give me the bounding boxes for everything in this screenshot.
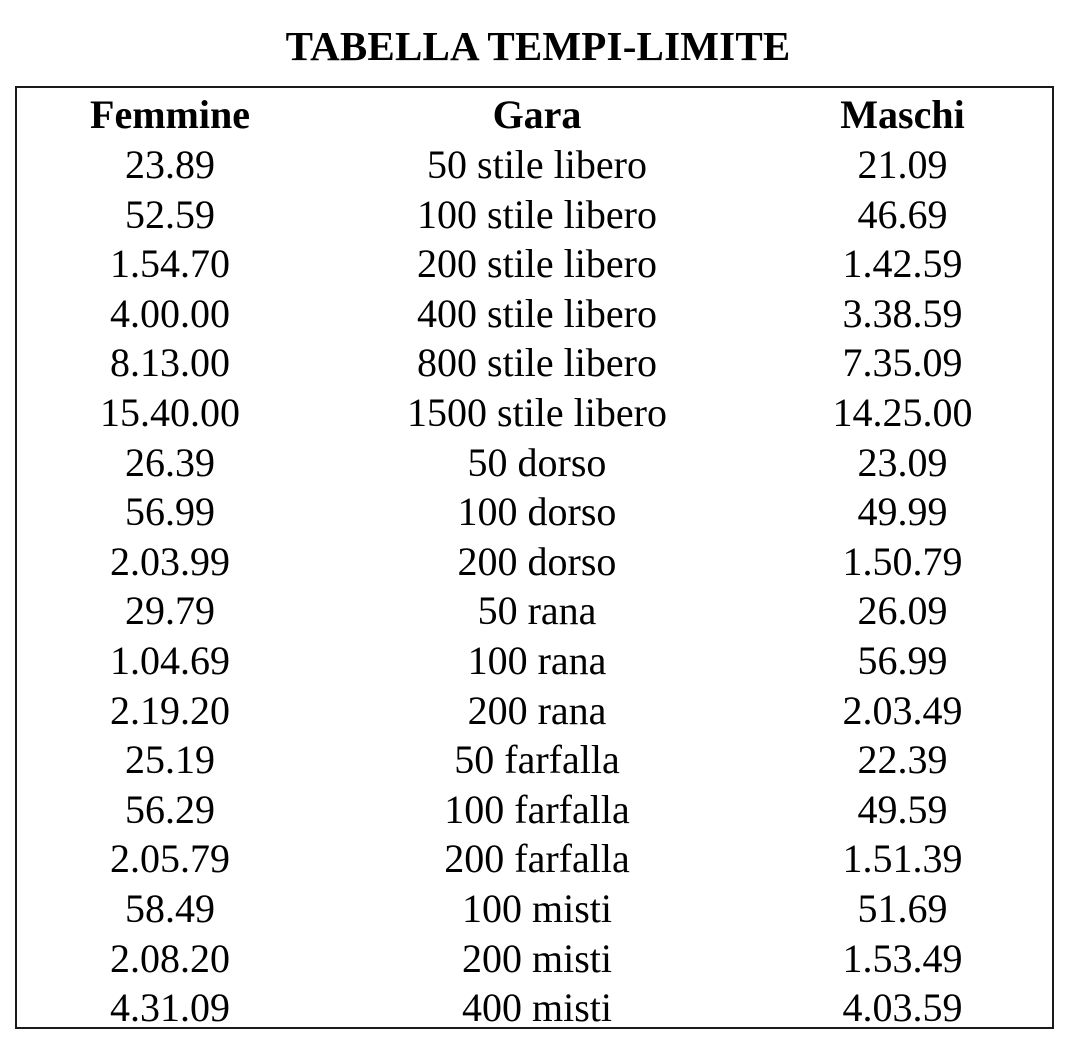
cell-gara: 400 stile libero: [417, 290, 657, 336]
cell-gara: 100 misti: [461, 886, 613, 931]
cell-maschi: 23.09: [857, 439, 948, 485]
cell-maschi: 49.59: [857, 786, 948, 832]
table-row: [17, 289, 1052, 339]
header-maschi: Maschi: [840, 92, 965, 137]
cell-maschi: 49.99: [857, 489, 948, 535]
cell-maschi: 1.50.79: [842, 538, 963, 584]
cell-femmine: 56.29: [125, 786, 215, 832]
cell-femmine: 8.13.00: [110, 340, 230, 386]
cell-maschi: 22.39: [857, 737, 948, 783]
cell-femmine: 4.00.00: [110, 290, 230, 336]
table-row: [17, 983, 1052, 1033]
table-header-row: [17, 90, 1052, 140]
table-row: [17, 586, 1052, 636]
cell-gara: 200 stile libero: [417, 241, 657, 287]
cell-maschi: 2.03.49: [842, 687, 963, 733]
cell-maschi: 21.09: [857, 142, 948, 187]
table-row: [17, 388, 1052, 438]
cell-gara: 50 rana: [477, 588, 597, 634]
cell-femmine: 58.49: [125, 886, 215, 931]
cell-gara: 100 dorso: [457, 489, 617, 535]
cell-maschi: 56.99: [857, 638, 948, 683]
cell-gara: 400 misti: [461, 985, 613, 1031]
cell-femmine: 25.19: [125, 737, 215, 783]
cell-maschi: 26.09: [857, 588, 948, 634]
table-row: [17, 735, 1052, 785]
cell-gara: 200 dorso: [457, 538, 617, 584]
table-row: [17, 686, 1052, 736]
table-row: [17, 884, 1052, 934]
table-row: [17, 537, 1052, 587]
cell-femmine: 2.03.99: [110, 538, 230, 584]
cell-femmine: 2.19.20: [110, 687, 230, 733]
cell-gara: 50 stile libero: [427, 142, 647, 187]
table-row: [17, 190, 1052, 240]
cell-femmine: 23.89: [125, 142, 215, 187]
table-row: [17, 487, 1052, 537]
cell-maschi: 1.42.59: [842, 241, 963, 287]
cell-maschi: 14.25.00: [832, 390, 973, 435]
header-femmine: Femmine: [90, 92, 250, 137]
table-row: [17, 338, 1052, 388]
cell-gara: 200 farfalla: [444, 836, 630, 882]
cell-maschi: 46.69: [857, 191, 948, 237]
cell-maschi: 1.53.49: [842, 935, 963, 981]
header-gara: Gara: [492, 92, 582, 137]
table-row: [17, 834, 1052, 884]
table-row: [17, 636, 1052, 686]
cell-femmine: 26.39: [125, 439, 215, 485]
cell-gara: 50 farfalla: [454, 737, 620, 783]
cell-femmine: 2.08.20: [110, 935, 230, 981]
cell-femmine: 56.99: [125, 489, 215, 535]
cell-maschi: 4.03.59: [842, 985, 963, 1031]
cell-maschi: 3.38.59: [842, 290, 963, 336]
cell-gara: 100 stile libero: [417, 191, 657, 237]
cell-maschi: 51.69: [857, 886, 948, 931]
table-row: [17, 239, 1052, 289]
cell-gara: 100 farfalla: [444, 786, 630, 832]
table-row: [17, 140, 1052, 190]
cell-maschi: 7.35.09: [842, 340, 963, 386]
cell-femmine: 1.54.70: [110, 241, 230, 287]
cell-femmine: 52.59: [125, 191, 215, 237]
table-row: [17, 438, 1052, 488]
time-limits-table: [15, 86, 1054, 1029]
cell-gara: 1500 stile libero: [407, 390, 667, 435]
cell-femmine: 1.04.69: [110, 638, 230, 683]
cell-femmine: 4.31.09: [110, 985, 230, 1031]
cell-femmine: 2.05.79: [110, 836, 230, 882]
cell-gara: 200 misti: [461, 935, 613, 981]
cell-gara: 200 rana: [467, 687, 607, 733]
cell-femmine: 29.79: [125, 588, 215, 634]
cell-gara: 800 stile libero: [417, 340, 657, 386]
table-row: [17, 934, 1052, 984]
page-title: TABELLA TEMPI-LIMITE: [285, 23, 791, 69]
table-row: [17, 785, 1052, 835]
cell-gara: 100 rana: [467, 638, 607, 683]
cell-femmine: 15.40.00: [100, 390, 240, 435]
cell-maschi: 1.51.39: [842, 836, 963, 882]
cell-gara: 50 dorso: [467, 439, 607, 485]
